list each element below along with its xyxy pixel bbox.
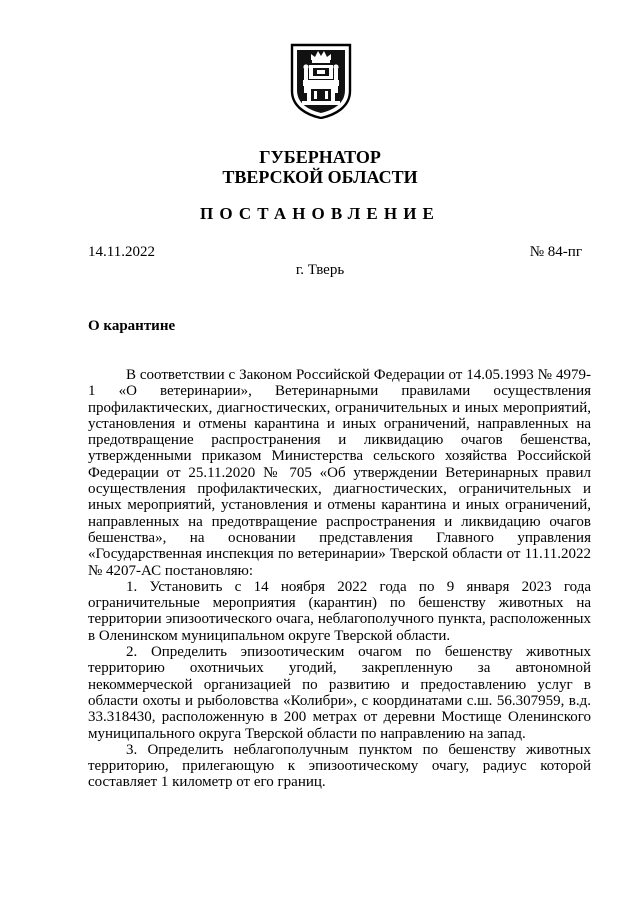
document-type: ПОСТАНОВЛЕНИЕ: [200, 204, 440, 223]
item-2-paragraph: 2. Определить эпизоотическим очагом по бешенству животных территорию охотничьих угодий, закрепленную за автономной некоммерческой организацией по развитию и предоставлению услуг в области охоты и рыболовства «Колибри», с координатами с.ш. 56.307959, в.д. 33.318430, расположенную в 200 метрах от деревни Мостище Оленинского муниципального округа Тверской области по направлению на запад.: [88, 644, 591, 742]
item-3-paragraph: 3. Определить неблагополучным пунктом по бешенству животных территорию, прилегающую к эпизоотическому очагу, радиус которой составляет 1 километр от его границ.: [88, 741, 591, 791]
document-date: 14.11.2022: [88, 244, 155, 260]
authority-title-line1: ГУБЕРНАТОР: [259, 147, 381, 167]
tver-coat-of-arms-icon: [289, 43, 353, 119]
document-subject: О карантине: [88, 318, 176, 334]
document-number: № 84-пг: [529, 244, 582, 260]
document-city: г. Тверь: [295, 262, 345, 278]
item-1-paragraph: 1. Установить с 14 ноября 2022 года по 9 января 2023 года ограничительные мероприятия (карантин) по бешенству животных на территории эпизоотического очага, неблагополучного пункта, расположенных в Оленинском муниципальном округе Тверской области.: [88, 578, 591, 644]
preamble-paragraph: В соответствии с Законом Российской Федерации от 14.05.1993 № 4979-1 «О ветеринарии», Ветеринарными правилами осуществления профилактических, диагностических, ограничительных и иных мероприятий, установления и отмены карантина и иных ограничений, направленных на предотвращение распространения и ликвидацию очагов бешенства, утвержденными приказом Министерства сельского хозяйства Российской Федерации от 25.11.2020 № 705 «Об утверждении Ветеринарных правил осуществления профилактических, диагностических, ограничительных и иных мероприятий, установления и отмены карантина и иных ограничений, направленных на предотвращение распространения и ликвидацию очагов бешенства», на основании представления Главного управления «Государственная инспекция по ветеринарии» Тверской области от 11.11.2022 № 4207-АС постановляю:: [88, 367, 591, 579]
document-body: [88, 367, 591, 791]
authority-title-line2: ТВЕРСКОЙ ОБЛАСТИ: [222, 167, 418, 187]
